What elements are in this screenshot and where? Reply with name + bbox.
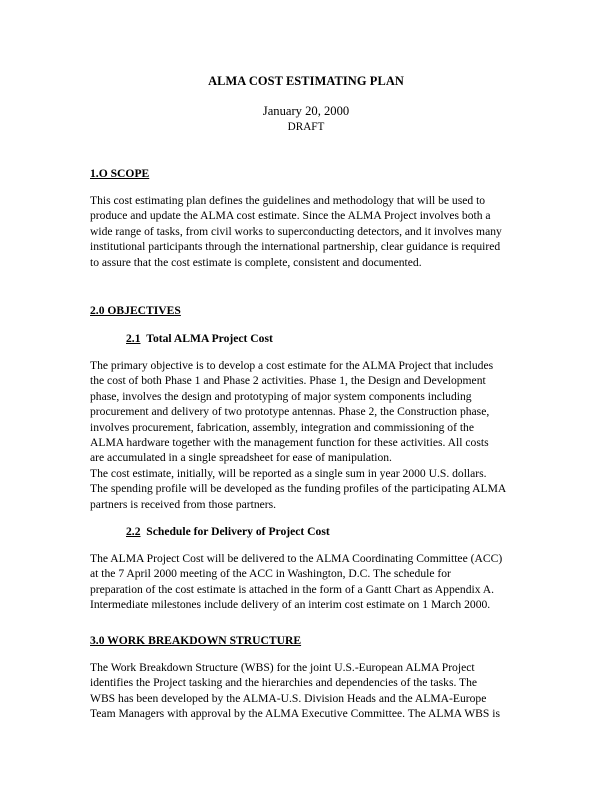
paragraph-line: ALMA hardware together with the management function for these activities. All costs	[90, 435, 489, 449]
paragraph-line: produce and update the ALMA cost estimate. Since the ALMA Project involves both a	[90, 209, 491, 223]
section-heading-objectives: 2.0 OBJECTIVES	[90, 304, 181, 317]
paragraph-line: Intermediate milestones include delivery of an interim cost estimate on 1 March 2000.	[90, 598, 491, 612]
document-status: DRAFT	[287, 121, 325, 133]
paragraph-line: the cost of both Phase 1 and Phase 2 activities. Phase 1, the Design and Development	[90, 374, 486, 388]
paragraph-line: institutional participants through the international partnership, clear guidance is required	[90, 240, 501, 254]
paragraph-line: are accumulated in a single spreadsheet for ease of manipulation.	[90, 451, 392, 465]
paragraph-line: Team Managers with approval by the ALMA Executive Committee. The ALMA WBS is	[90, 707, 500, 721]
subsection-number: 2.1	[126, 332, 141, 345]
wbs-paragraph	[90, 660, 530, 722]
total-cost-paragraph-2	[90, 466, 530, 512]
paragraph-line: This cost estimating plan defines the guidelines and methodology that will be used to	[90, 194, 486, 207]
paragraph-line: The cost estimate, initially, will be reported as a single sum in year 2000 U.S. dollars.	[90, 467, 487, 480]
paragraph-line: partners is received from those partners.	[90, 497, 277, 511]
paragraph-line: at the 7 April 2000 meeting of the ACC in Washington, D.C. The schedule for	[90, 567, 451, 581]
paragraph-line: preparation of the cost estimate is attached in the form of a Gantt Chart as Appendix A.	[90, 582, 495, 596]
paragraph-line: The primary objective is to develop a cost estimate for the ALMA Project that includes	[90, 359, 494, 372]
paragraph-line: identifies the Project tasking and the hierarchies and dependencies of the tasks. The	[90, 676, 478, 690]
paragraph-line: procurement and delivery of two prototype antennas. Phase 2, the Construction phase,	[90, 405, 490, 419]
paragraph-line: The ALMA Project Cost will be delivered to the ALMA Coordinating Committee (ACC)	[90, 552, 503, 565]
subsection-heading-total-cost	[126, 332, 273, 345]
subsection-title: Total ALMA Project Cost	[146, 332, 273, 345]
subsection-number: 2.2	[126, 525, 141, 538]
total-cost-paragraph-1	[90, 358, 530, 466]
section-heading-scope: 1.O SCOPE	[90, 167, 150, 180]
document-date: January 20, 2000	[262, 104, 350, 118]
paragraph-line: The spending profile will be developed as the funding profiles of the participating ALMA	[90, 482, 507, 496]
section-heading-wbs: 3.0 WORK BREAKDOWN STRUCTURE	[90, 634, 302, 647]
paragraph-line: phase, involves the design and prototyping of major system components including	[90, 389, 472, 403]
schedule-paragraph	[90, 551, 530, 613]
paragraph-line: to assure that the cost estimate is complete, consistent and documented.	[90, 255, 422, 269]
subsection-title: Schedule for Delivery of Project Cost	[146, 525, 330, 538]
paragraph-line: wide range of tasks, from civil works to superconducting detectors, and it involves many	[90, 224, 502, 238]
paragraph-line: involves procurement, fabrication, assembly, integration and commissioning of the	[90, 420, 475, 434]
paragraph-line: The Work Breakdown Structure (WBS) for the joint U.S.-European ALMA Project	[90, 661, 475, 674]
scope-paragraph	[90, 193, 530, 270]
document-title: ALMA COST ESTIMATING PLAN	[208, 74, 404, 88]
paragraph-line: WBS has been developed by the ALMA-U.S. Division Heads and the ALMA-Europe	[90, 691, 487, 705]
subsection-heading-schedule	[126, 525, 330, 538]
